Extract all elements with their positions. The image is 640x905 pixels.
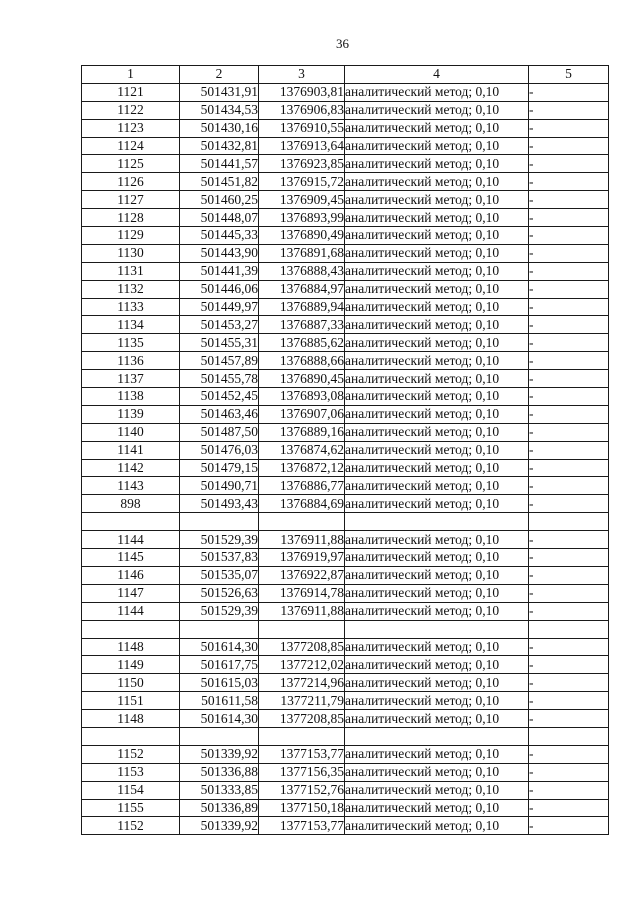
point-number-cell: 1135 bbox=[82, 334, 180, 352]
y-coordinate-cell: 1376906,83 bbox=[259, 101, 345, 119]
point-number-cell: 1121 bbox=[82, 83, 180, 101]
point-number-cell: 1142 bbox=[82, 459, 180, 477]
description-cell: - bbox=[529, 656, 609, 674]
point-number-cell: 1152 bbox=[82, 745, 180, 763]
y-coordinate-cell: 1376893,08 bbox=[259, 388, 345, 406]
header-cell-3: 3 bbox=[259, 66, 345, 84]
y-coordinate-cell: 1376910,55 bbox=[259, 119, 345, 137]
description-cell: - bbox=[529, 83, 609, 101]
y-coordinate-cell: 1376891,68 bbox=[259, 244, 345, 262]
point-number-cell: 1139 bbox=[82, 405, 180, 423]
x-coordinate-cell: 501457,89 bbox=[180, 352, 259, 370]
x-coordinate-cell bbox=[180, 620, 259, 638]
table-row bbox=[82, 227, 609, 245]
description-cell: - bbox=[529, 119, 609, 137]
table-row bbox=[82, 209, 609, 227]
point-number-cell: 1138 bbox=[82, 388, 180, 406]
description-cell: - bbox=[529, 137, 609, 155]
point-number-cell: 1126 bbox=[82, 173, 180, 191]
point-number-cell: 1152 bbox=[82, 817, 180, 835]
point-number-cell: 1140 bbox=[82, 423, 180, 441]
description-cell: - bbox=[529, 370, 609, 388]
method-cell: аналитический метод; 0,10 bbox=[345, 155, 529, 173]
description-cell: - bbox=[529, 459, 609, 477]
method-cell: аналитический метод; 0,10 bbox=[345, 280, 529, 298]
x-coordinate-cell: 501441,57 bbox=[180, 155, 259, 173]
method-cell: аналитический метод; 0,10 bbox=[345, 101, 529, 119]
table-row bbox=[82, 441, 609, 459]
method-cell: аналитический метод; 0,10 bbox=[345, 745, 529, 763]
y-coordinate-cell: 1376907,06 bbox=[259, 405, 345, 423]
description-cell: - bbox=[529, 191, 609, 209]
separator-row bbox=[82, 620, 609, 638]
header-cell-5: 5 bbox=[529, 66, 609, 84]
x-coordinate-cell: 501449,97 bbox=[180, 298, 259, 316]
y-coordinate-cell: 1376874,62 bbox=[259, 441, 345, 459]
coordinates-table bbox=[81, 65, 609, 835]
x-coordinate-cell: 501445,33 bbox=[180, 227, 259, 245]
method-cell: аналитический метод; 0,10 bbox=[345, 370, 529, 388]
x-coordinate-cell: 501453,27 bbox=[180, 316, 259, 334]
table-row bbox=[82, 817, 609, 835]
description-cell: - bbox=[529, 477, 609, 495]
x-coordinate-cell: 501443,90 bbox=[180, 244, 259, 262]
x-coordinate-cell: 501463,46 bbox=[180, 405, 259, 423]
method-cell: аналитический метод; 0,10 bbox=[345, 459, 529, 477]
point-number-cell: 1141 bbox=[82, 441, 180, 459]
description-cell: - bbox=[529, 781, 609, 799]
x-coordinate-cell: 501526,63 bbox=[180, 584, 259, 602]
method-cell: аналитический метод; 0,10 bbox=[345, 227, 529, 245]
table-row bbox=[82, 137, 609, 155]
y-coordinate-cell: 1376919,97 bbox=[259, 549, 345, 567]
method-cell: аналитический метод; 0,10 bbox=[345, 549, 529, 567]
point-number-cell: 1127 bbox=[82, 191, 180, 209]
x-coordinate-cell: 501614,30 bbox=[180, 638, 259, 656]
x-coordinate-cell: 501476,03 bbox=[180, 441, 259, 459]
table-row bbox=[82, 531, 609, 549]
table-row bbox=[82, 745, 609, 763]
x-coordinate-cell: 501336,89 bbox=[180, 799, 259, 817]
y-coordinate-cell: 1377208,85 bbox=[259, 710, 345, 728]
x-coordinate-cell: 501441,39 bbox=[180, 262, 259, 280]
description-cell: - bbox=[529, 566, 609, 584]
y-coordinate-cell: 1376915,72 bbox=[259, 173, 345, 191]
point-number-cell: 1148 bbox=[82, 638, 180, 656]
table-row bbox=[82, 388, 609, 406]
point-number-cell: 1149 bbox=[82, 656, 180, 674]
description-cell bbox=[529, 727, 609, 745]
y-coordinate-cell: 1377208,85 bbox=[259, 638, 345, 656]
method-cell: аналитический метод; 0,10 bbox=[345, 817, 529, 835]
header-row bbox=[82, 66, 609, 84]
y-coordinate-cell: 1376909,45 bbox=[259, 191, 345, 209]
x-coordinate-cell: 501451,82 bbox=[180, 173, 259, 191]
y-coordinate-cell: 1376884,97 bbox=[259, 280, 345, 298]
method-cell: аналитический метод; 0,10 bbox=[345, 423, 529, 441]
table-row bbox=[82, 405, 609, 423]
description-cell: - bbox=[529, 423, 609, 441]
table-row bbox=[82, 155, 609, 173]
x-coordinate-cell: 501431,91 bbox=[180, 83, 259, 101]
description-cell: - bbox=[529, 602, 609, 620]
y-coordinate-cell: 1376923,85 bbox=[259, 155, 345, 173]
description-cell: - bbox=[529, 638, 609, 656]
y-coordinate-cell: 1376888,43 bbox=[259, 262, 345, 280]
method-cell: аналитический метод; 0,10 bbox=[345, 781, 529, 799]
description-cell: - bbox=[529, 692, 609, 710]
table-row bbox=[82, 298, 609, 316]
method-cell: аналитический метод; 0,10 bbox=[345, 692, 529, 710]
table-row bbox=[82, 370, 609, 388]
description-cell: - bbox=[529, 316, 609, 334]
y-coordinate-cell: 1376886,77 bbox=[259, 477, 345, 495]
method-cell: аналитический метод; 0,10 bbox=[345, 656, 529, 674]
x-coordinate-cell: 501529,39 bbox=[180, 602, 259, 620]
method-cell: аналитический метод; 0,10 bbox=[345, 799, 529, 817]
y-coordinate-cell: 1376889,16 bbox=[259, 423, 345, 441]
method-cell: аналитический метод; 0,10 bbox=[345, 602, 529, 620]
point-number-cell bbox=[82, 727, 180, 745]
description-cell: - bbox=[529, 101, 609, 119]
method-cell: аналитический метод; 0,10 bbox=[345, 674, 529, 692]
y-coordinate-cell: 1376903,81 bbox=[259, 83, 345, 101]
x-coordinate-cell: 501432,81 bbox=[180, 137, 259, 155]
y-coordinate-cell: 1377152,76 bbox=[259, 781, 345, 799]
table-row bbox=[82, 692, 609, 710]
x-coordinate-cell: 501448,07 bbox=[180, 209, 259, 227]
table-row bbox=[82, 173, 609, 191]
method-cell: аналитический метод; 0,10 bbox=[345, 83, 529, 101]
x-coordinate-cell: 501617,75 bbox=[180, 656, 259, 674]
description-cell: - bbox=[529, 495, 609, 513]
point-number-cell bbox=[82, 620, 180, 638]
method-cell: аналитический метод; 0,10 bbox=[345, 244, 529, 262]
description-cell bbox=[529, 620, 609, 638]
x-coordinate-cell: 501446,06 bbox=[180, 280, 259, 298]
y-coordinate-cell: 1376889,94 bbox=[259, 298, 345, 316]
x-coordinate-cell: 501537,83 bbox=[180, 549, 259, 567]
point-number-cell: 1134 bbox=[82, 316, 180, 334]
table-row bbox=[82, 799, 609, 817]
method-cell: аналитический метод; 0,10 bbox=[345, 405, 529, 423]
x-coordinate-cell: 501455,78 bbox=[180, 370, 259, 388]
x-coordinate-cell bbox=[180, 727, 259, 745]
x-coordinate-cell: 501614,30 bbox=[180, 710, 259, 728]
description-cell bbox=[529, 513, 609, 531]
table-row bbox=[82, 459, 609, 477]
y-coordinate-cell: 1377156,35 bbox=[259, 763, 345, 781]
y-coordinate-cell: 1376872,12 bbox=[259, 459, 345, 477]
y-coordinate-cell: 1376922,87 bbox=[259, 566, 345, 584]
method-cell: аналитический метод; 0,10 bbox=[345, 352, 529, 370]
method-cell: аналитический метод; 0,10 bbox=[345, 495, 529, 513]
point-number-cell: 1144 bbox=[82, 531, 180, 549]
description-cell: - bbox=[529, 173, 609, 191]
y-coordinate-cell: 1376911,88 bbox=[259, 602, 345, 620]
table-row bbox=[82, 423, 609, 441]
point-number-cell: 1125 bbox=[82, 155, 180, 173]
separator-row bbox=[82, 513, 609, 531]
method-cell: аналитический метод; 0,10 bbox=[345, 566, 529, 584]
method-cell: аналитический метод; 0,10 bbox=[345, 173, 529, 191]
table-row bbox=[82, 191, 609, 209]
table-row bbox=[82, 495, 609, 513]
point-number-cell: 1122 bbox=[82, 101, 180, 119]
method-cell: аналитический метод; 0,10 bbox=[345, 119, 529, 137]
description-cell: - bbox=[529, 334, 609, 352]
y-coordinate-cell: 1376888,66 bbox=[259, 352, 345, 370]
method-cell: аналитический метод; 0,10 bbox=[345, 191, 529, 209]
y-coordinate-cell: 1376911,88 bbox=[259, 531, 345, 549]
x-coordinate-cell: 501529,39 bbox=[180, 531, 259, 549]
description-cell: - bbox=[529, 262, 609, 280]
description-cell: - bbox=[529, 549, 609, 567]
y-coordinate-cell bbox=[259, 727, 345, 745]
table-row bbox=[82, 602, 609, 620]
y-coordinate-cell: 1376884,69 bbox=[259, 495, 345, 513]
x-coordinate-cell: 501479,15 bbox=[180, 459, 259, 477]
table-row bbox=[82, 710, 609, 728]
description-cell: - bbox=[529, 763, 609, 781]
point-number-cell: 898 bbox=[82, 495, 180, 513]
point-number-cell: 1131 bbox=[82, 262, 180, 280]
method-cell: аналитический метод; 0,10 bbox=[345, 531, 529, 549]
method-cell: аналитический метод; 0,10 bbox=[345, 298, 529, 316]
point-number-cell: 1128 bbox=[82, 209, 180, 227]
description-cell: - bbox=[529, 244, 609, 262]
description-cell: - bbox=[529, 710, 609, 728]
table-row bbox=[82, 316, 609, 334]
method-cell bbox=[345, 513, 529, 531]
table-row bbox=[82, 280, 609, 298]
method-cell: аналитический метод; 0,10 bbox=[345, 477, 529, 495]
table-row bbox=[82, 638, 609, 656]
table-row bbox=[82, 584, 609, 602]
point-number-cell: 1148 bbox=[82, 710, 180, 728]
description-cell: - bbox=[529, 674, 609, 692]
y-coordinate-cell: 1376893,99 bbox=[259, 209, 345, 227]
point-number-cell: 1153 bbox=[82, 763, 180, 781]
method-cell: аналитический метод; 0,10 bbox=[345, 334, 529, 352]
table-row bbox=[82, 566, 609, 584]
y-coordinate-cell: 1377153,77 bbox=[259, 817, 345, 835]
table-body bbox=[82, 83, 609, 834]
x-coordinate-cell: 501434,53 bbox=[180, 101, 259, 119]
description-cell: - bbox=[529, 298, 609, 316]
y-coordinate-cell: 1376913,64 bbox=[259, 137, 345, 155]
y-coordinate-cell bbox=[259, 620, 345, 638]
point-number-cell: 1136 bbox=[82, 352, 180, 370]
point-number-cell: 1151 bbox=[82, 692, 180, 710]
table-row bbox=[82, 83, 609, 101]
description-cell: - bbox=[529, 745, 609, 763]
table-row bbox=[82, 119, 609, 137]
y-coordinate-cell: 1377150,18 bbox=[259, 799, 345, 817]
description-cell: - bbox=[529, 227, 609, 245]
description-cell: - bbox=[529, 280, 609, 298]
header-cell-2: 2 bbox=[180, 66, 259, 84]
method-cell bbox=[345, 727, 529, 745]
point-number-cell: 1146 bbox=[82, 566, 180, 584]
table-row bbox=[82, 477, 609, 495]
y-coordinate-cell: 1376885,62 bbox=[259, 334, 345, 352]
x-coordinate-cell bbox=[180, 513, 259, 531]
description-cell: - bbox=[529, 388, 609, 406]
y-coordinate-cell: 1376890,49 bbox=[259, 227, 345, 245]
x-coordinate-cell: 501339,92 bbox=[180, 817, 259, 835]
y-coordinate-cell: 1376914,78 bbox=[259, 584, 345, 602]
method-cell: аналитический метод; 0,10 bbox=[345, 441, 529, 459]
separator-row bbox=[82, 727, 609, 745]
method-cell: аналитический метод; 0,10 bbox=[345, 584, 529, 602]
x-coordinate-cell: 501455,31 bbox=[180, 334, 259, 352]
table-row bbox=[82, 674, 609, 692]
description-cell: - bbox=[529, 352, 609, 370]
method-cell: аналитический метод; 0,10 bbox=[345, 388, 529, 406]
table-row bbox=[82, 549, 609, 567]
page-number: 36 bbox=[336, 36, 349, 51]
table-row bbox=[82, 352, 609, 370]
y-coordinate-cell: 1377153,77 bbox=[259, 745, 345, 763]
method-cell: аналитический метод; 0,10 bbox=[345, 262, 529, 280]
x-coordinate-cell: 501460,25 bbox=[180, 191, 259, 209]
x-coordinate-cell: 501615,03 bbox=[180, 674, 259, 692]
y-coordinate-cell: 1377211,79 bbox=[259, 692, 345, 710]
description-cell: - bbox=[529, 799, 609, 817]
y-coordinate-cell: 1376890,45 bbox=[259, 370, 345, 388]
point-number-cell: 1144 bbox=[82, 602, 180, 620]
point-number-cell: 1132 bbox=[82, 280, 180, 298]
method-cell: аналитический метод; 0,10 bbox=[345, 710, 529, 728]
x-coordinate-cell: 501333,85 bbox=[180, 781, 259, 799]
y-coordinate-cell: 1376887,33 bbox=[259, 316, 345, 334]
point-number-cell: 1147 bbox=[82, 584, 180, 602]
description-cell: - bbox=[529, 817, 609, 835]
description-cell: - bbox=[529, 155, 609, 173]
x-coordinate-cell: 501487,50 bbox=[180, 423, 259, 441]
point-number-cell: 1143 bbox=[82, 477, 180, 495]
method-cell: аналитический метод; 0,10 bbox=[345, 316, 529, 334]
description-cell: - bbox=[529, 531, 609, 549]
x-coordinate-cell: 501452,45 bbox=[180, 388, 259, 406]
method-cell: аналитический метод; 0,10 bbox=[345, 638, 529, 656]
y-coordinate-cell bbox=[259, 513, 345, 531]
point-number-cell: 1129 bbox=[82, 227, 180, 245]
y-coordinate-cell: 1377212,02 bbox=[259, 656, 345, 674]
point-number-cell: 1145 bbox=[82, 549, 180, 567]
description-cell: - bbox=[529, 584, 609, 602]
point-number-cell: 1150 bbox=[82, 674, 180, 692]
x-coordinate-cell: 501339,92 bbox=[180, 745, 259, 763]
description-cell: - bbox=[529, 209, 609, 227]
header-cell-4: 4 bbox=[345, 66, 529, 84]
x-coordinate-cell: 501430,16 bbox=[180, 119, 259, 137]
point-number-cell: 1154 bbox=[82, 781, 180, 799]
method-cell: аналитический метод; 0,10 bbox=[345, 209, 529, 227]
y-coordinate-cell: 1377214,96 bbox=[259, 674, 345, 692]
description-cell: - bbox=[529, 441, 609, 459]
x-coordinate-cell: 501611,58 bbox=[180, 692, 259, 710]
x-coordinate-cell: 501490,71 bbox=[180, 477, 259, 495]
table-row bbox=[82, 334, 609, 352]
method-cell bbox=[345, 620, 529, 638]
x-coordinate-cell: 501493,43 bbox=[180, 495, 259, 513]
method-cell: аналитический метод; 0,10 bbox=[345, 763, 529, 781]
point-number-cell bbox=[82, 513, 180, 531]
table-row bbox=[82, 101, 609, 119]
point-number-cell: 1124 bbox=[82, 137, 180, 155]
header-cell-1: 1 bbox=[82, 66, 180, 84]
point-number-cell: 1155 bbox=[82, 799, 180, 817]
table-row bbox=[82, 656, 609, 674]
table-row bbox=[82, 244, 609, 262]
table-row bbox=[82, 262, 609, 280]
description-cell: - bbox=[529, 405, 609, 423]
point-number-cell: 1133 bbox=[82, 298, 180, 316]
point-number-cell: 1137 bbox=[82, 370, 180, 388]
method-cell: аналитический метод; 0,10 bbox=[345, 137, 529, 155]
table-row bbox=[82, 781, 609, 799]
point-number-cell: 1123 bbox=[82, 119, 180, 137]
table-row bbox=[82, 763, 609, 781]
x-coordinate-cell: 501535,07 bbox=[180, 566, 259, 584]
point-number-cell: 1130 bbox=[82, 244, 180, 262]
x-coordinate-cell: 501336,88 bbox=[180, 763, 259, 781]
